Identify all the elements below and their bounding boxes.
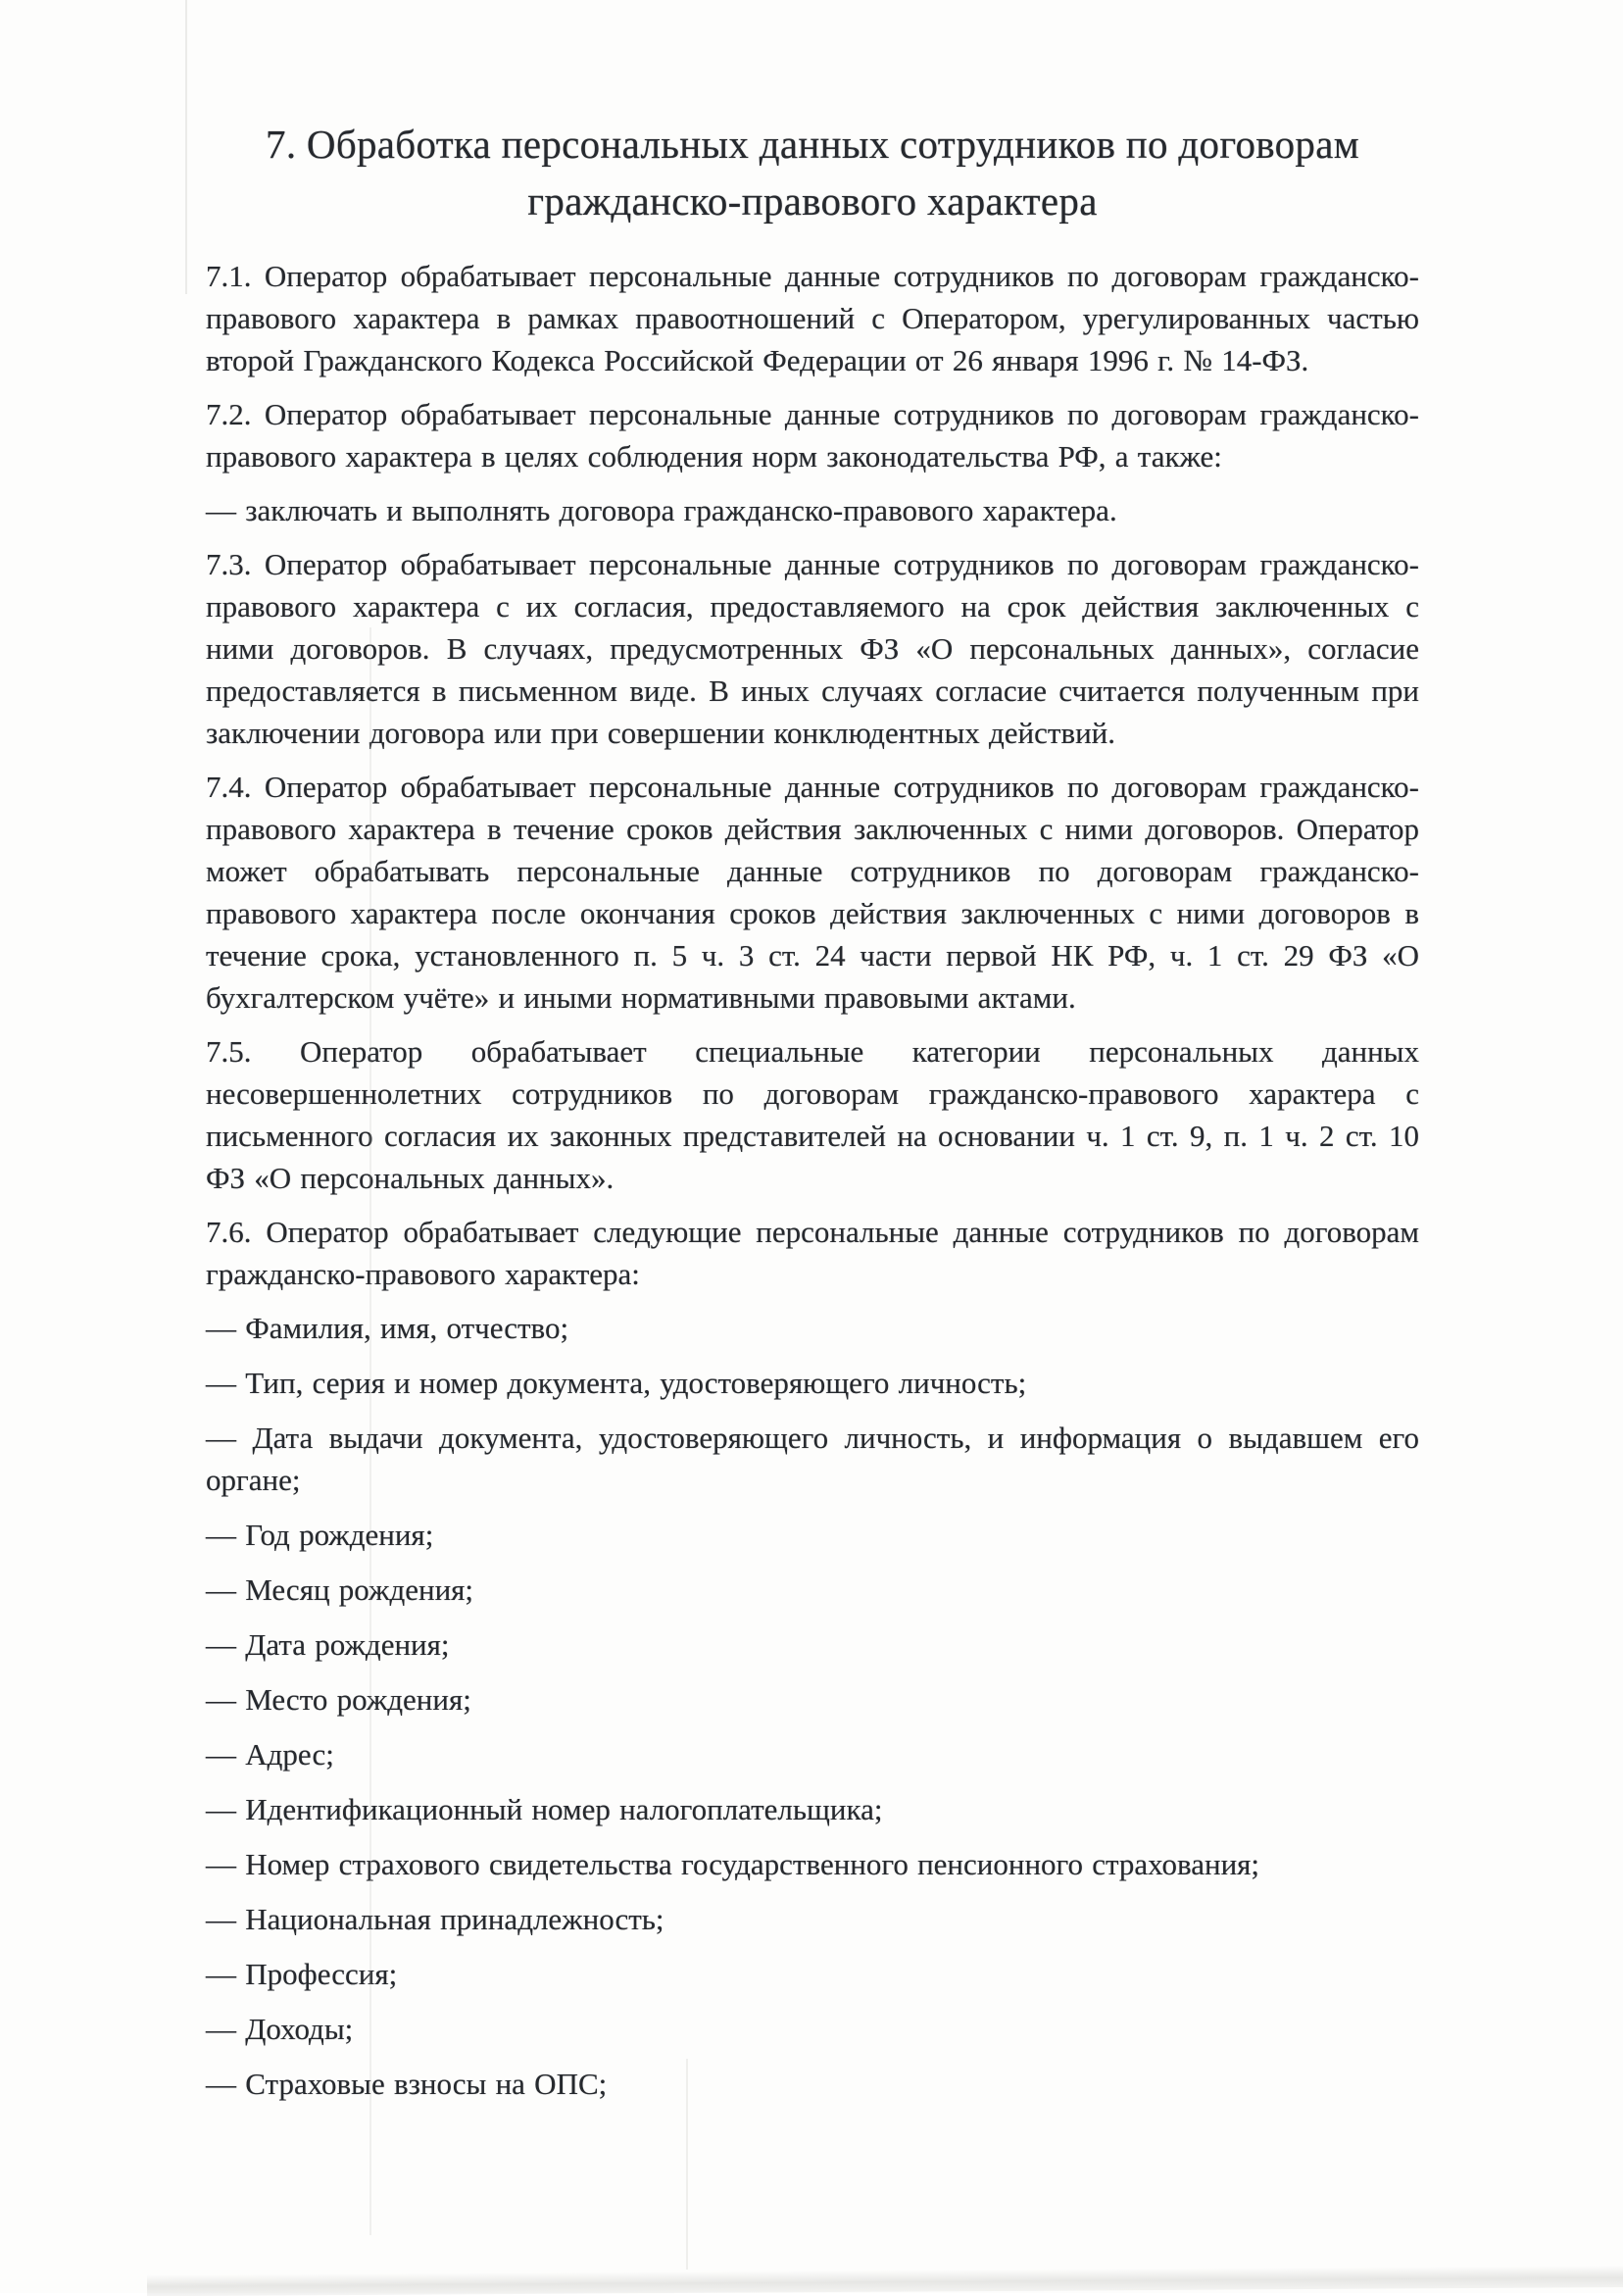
list-item-address: — Адрес; — [206, 1737, 334, 1772]
paragraph-7-2: 7.2. Оператор обрабатывает персональные данные сотрудников по договорам гражданско-правового характера в целях соблюдения норм законодательства РФ, а также: — [206, 397, 1419, 474]
paragraph-7-5: 7.5. Оператор обрабатывает специальные категории персональных данных несовершеннолетних сотрудников по договорам гражданско-правового характера с письменного согласия их законных представителей на основании ч. 1 ст. 9, п. 1 ч. 2 ст. 10 ФЗ «О персональных данных». — [206, 1034, 1419, 1195]
list-item-birth-date: — Дата рождения; — [206, 1627, 450, 1662]
list-item-full-name: — Фамилия, имя, отчество; — [206, 1311, 569, 1345]
list-item-birth-place: — Место рождения; — [206, 1682, 471, 1717]
paragraph-7-6: 7.6. Оператор обрабатывает следующие персональные данные сотрудников по договорам гражданско-правового характера: — [206, 1215, 1419, 1291]
list-item-id-document: — Тип, серия и номер документа, удостоверяющего личность; — [206, 1366, 1027, 1400]
list-item-id-issue-date: — Дата выдачи документа, удостоверяющего личность, и информация о выдавшем его органе; — [206, 1421, 1419, 1497]
paragraph-7-1: 7.1. Оператор обрабатывает персональные данные сотрудников по договорам гражданско-правового характера в рамках правоотношений с Оператором, урегулированных частью второй Гражданского Кодекса Российской Федерации от 26 января 1996 г. № 14-ФЗ. — [206, 259, 1419, 377]
list-item-birth-year: — Год рождения; — [206, 1518, 434, 1552]
list-item-nationality: — Национальная принадлежность; — [206, 1902, 664, 1936]
paragraph-7-4: 7.4. Оператор обрабатывает персональные данные сотрудников по договорам гражданско-правового характера в течение сроков действия заключенных с ними договоров. Оператор может обрабатывать персональные данные сотрудников по договорам гражданско-правового характера после окончания сроков действия заключенных с ними договоров в течение срока, установленного п. 5 ч. 3 ст. 24 части первой НК РФ, ч. 1 ст. 29 ФЗ «О бухгалтерском учёте» и иными нормативными правовыми актами. — [206, 770, 1419, 1015]
list-item-birth-month: — Месяц рождения; — [206, 1572, 474, 1607]
paragraph-7-3: 7.3. Оператор обрабатывает персональные данные сотрудников по договорам гражданско-правового характера с их согласия, предоставляемого на срок действия заключенных с ними договоров. В случаях, предусмотренных ФЗ «О персональных данных», согласие предоставляется в письменном виде. В иных случаях согласие считается полученным при заключении договора или при совершении конклюдентных действий. — [206, 547, 1419, 750]
list-item-income: — Доходы; — [206, 2012, 354, 2046]
section-heading — [206, 116, 1419, 229]
list-item-pension-insurance: — Номер страхового свидетельства государственного пенсионного страхования; — [206, 1847, 1260, 1881]
list-item-taxpayer-number: — Идентификационный номер налогоплательщика; — [206, 1792, 883, 1826]
section-heading-line1: 7. Обработка персональных данных сотрудников по договорам — [266, 122, 1359, 167]
list-item-insurance-payments: — Страховые взносы на ОПС; — [206, 2067, 608, 2101]
paragraph-7-2-dash-item: — заключать и выполнять договора гражданско-правового характера. — [206, 493, 1117, 527]
section-heading-line2: гражданско-правового характера — [527, 178, 1098, 224]
list-item-profession: — Профессия; — [206, 1957, 398, 1991]
